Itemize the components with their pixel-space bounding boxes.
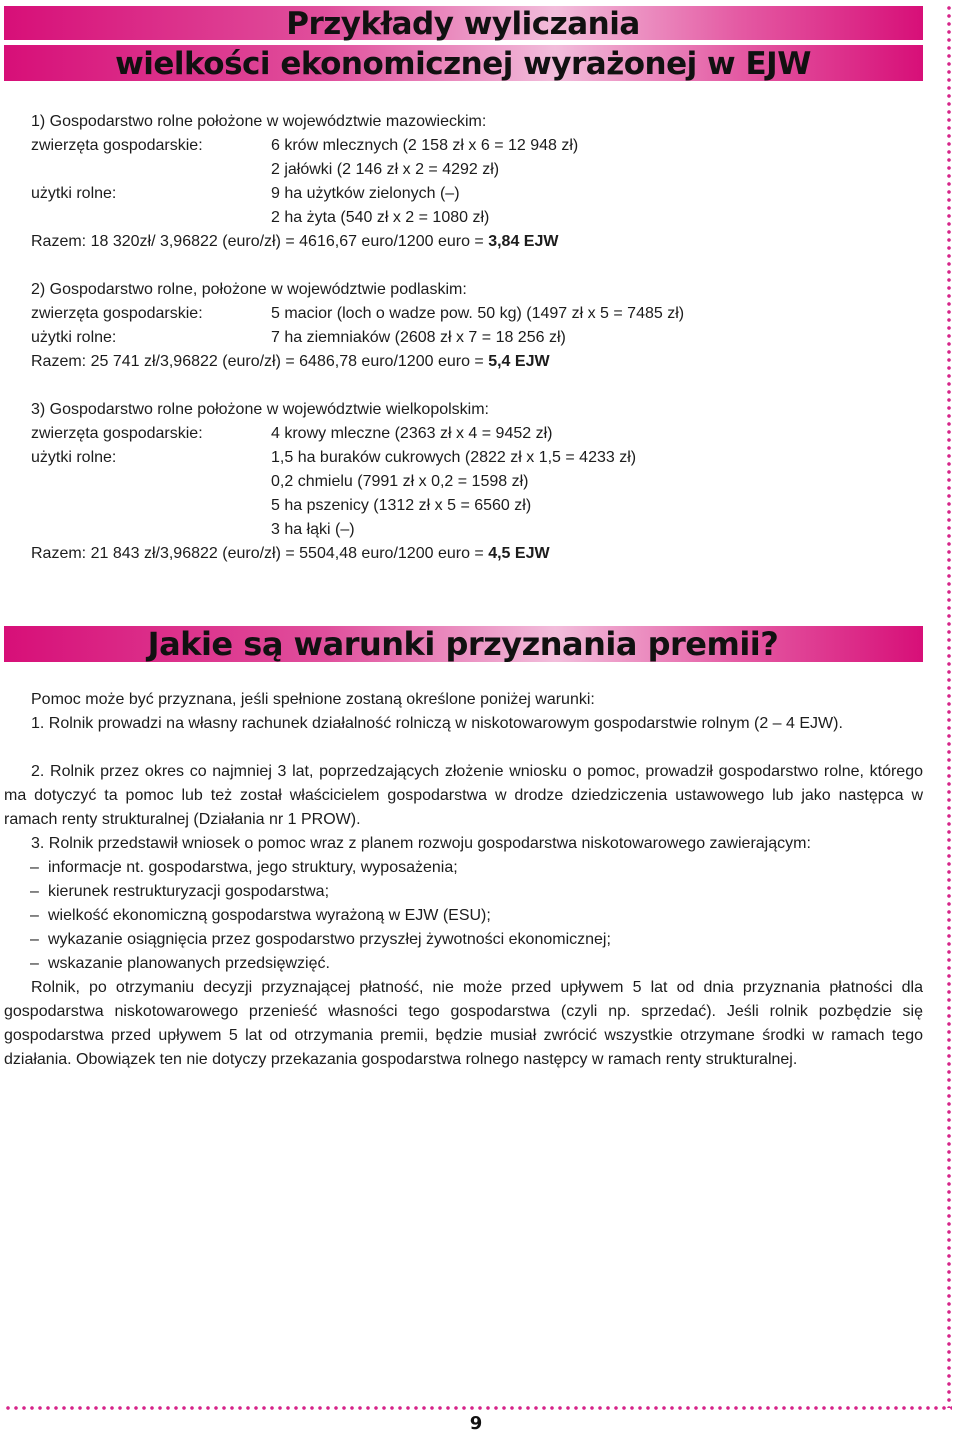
example-1-value: 9 ha użytków zielonych (–) <box>271 185 460 202</box>
example-2-label: zwierzęta gospodarskie: <box>31 305 203 322</box>
example-1-total-result: 3,84 EJW <box>488 233 559 250</box>
example-1-heading: 1) Gospodarstwo rolne położone w województwie mazowieckim: <box>31 113 487 130</box>
example-3-label: użytki rolne: <box>31 449 117 466</box>
list-item-text: wielkość ekonomiczną gospodarstwa wyrażoną w EJW (ESU); <box>48 907 491 924</box>
list-item-text: wskazanie planowanych przedsięwzięć. <box>48 955 330 972</box>
example-2-value: 7 ha ziemniaków (2608 zł x 7 = 18 256 zł) <box>271 329 566 346</box>
decorative-dotted-border-bottom <box>4 1405 952 1411</box>
dash-bullet: – <box>30 883 39 900</box>
list-item-text: wykazanie osiągnięcia przez gospodarstwo przyszłej żywotności ekonomicznej; <box>48 931 611 948</box>
example-3-value: 3 ha łąki (–) <box>271 521 355 538</box>
list-item <box>30 904 491 928</box>
example-3-total <box>31 542 550 566</box>
list-item <box>30 856 458 880</box>
example-1-label: zwierzęta gospodarskie: <box>31 137 203 154</box>
condition-2: 2. Rolnik przez okres co najmniej 3 lat, poprzedzających złożenie wniosku o pomoc, prowadził gospodarstwo rolne, którego ma dotyczyć ta pomoc lub też został właścicielem gospodarstwa w drodze dziedziczenia ustawowego lub jako następca w ramach renty strukturalnej (Działania nr 1 PROW). <box>4 763 923 828</box>
example-2-label: użytki rolne: <box>31 329 117 346</box>
example-1-total <box>31 230 558 254</box>
example-1-value: 2 jałówki (2 146 zł x 2 = 4292 zł) <box>271 161 500 178</box>
list-item-text: informacje nt. gospodarstwa, jego struktury, wyposażenia; <box>48 859 458 876</box>
page-title-line1: Przykłady wyliczania <box>286 6 640 42</box>
example-3-value: 4 krowy mleczne (2363 zł x 4 = 9452 zł) <box>271 425 553 442</box>
example-3-label: zwierzęta gospodarskie: <box>31 425 203 442</box>
closing-paragraph: Rolnik, po otrzymaniu decyzji przyznającej płatność, nie może przed upływem 5 lat od dnia przyznania płatności dla gospodarstwa niskotowarowego przenieść własności tego gospodarstwa (czyli np. sprzedać). Jeśli rolnik pozbędzie się gospodarstwa przed upływem 5 lat od otrzymania premii, będzie musiał zwrócić wszystkie otrzymane środki w ramach tego działania. Obowiązek ten nie dotyczy przekazania gospodarstwa rolnego następcy w ramach renty strukturalnej. <box>4 979 923 1068</box>
example-1-label: użytki rolne: <box>31 185 117 202</box>
example-3-value: 0,2 chmielu (7991 zł x 0,2 = 1598 zł) <box>271 473 529 490</box>
example-3-heading: 3) Gospodarstwo rolne położone w województwie wielkopolskim: <box>31 401 489 418</box>
example-2-total <box>31 350 550 374</box>
condition-1: 1. Rolnik prowadzi na własny rachunek działalność rolniczą w niskotowarowym gospodarstwie rolnym (2 – 4 EJW). <box>31 715 843 732</box>
example-1-total-formula: Razem: 18 320zł/ 3,96822 (euro/zł) = 4616,67 euro/1200 euro = <box>31 233 489 250</box>
list-item <box>30 952 330 976</box>
example-1-value: 2 ha żyta (540 zł x 2 = 1080 zł) <box>271 209 490 226</box>
example-2-heading: 2) Gospodarstwo rolne, położone w województwie podlaskim: <box>31 281 467 298</box>
section-title: Jakie są warunki przyznania premii? <box>147 625 779 663</box>
dash-bullet: – <box>30 931 39 948</box>
example-3-value: 1,5 ha buraków cukrowych (2822 zł x 1,5 = 4233 zł) <box>271 449 637 466</box>
dash-bullet: – <box>30 955 39 972</box>
example-2-total-result: 5,4 EJW <box>488 353 550 370</box>
dash-bullet: – <box>30 907 39 924</box>
example-3-total-result: 4,5 EJW <box>488 545 550 562</box>
example-2-total-formula: Razem: 25 741 zł/3,96822 (euro/zł) = 6486,78 euro/1200 euro = <box>31 353 489 370</box>
dash-bullet: – <box>30 859 39 876</box>
page-number: 9 <box>469 1413 483 1434</box>
list-item <box>30 928 611 952</box>
list-item-text: kierunek restrukturyzacji gospodarstwa; <box>48 883 330 900</box>
decorative-dotted-border-right <box>946 4 952 1408</box>
example-3-value: 5 ha pszenicy (1312 zł x 5 = 6560 zł) <box>271 497 532 514</box>
condition-3: 3. Rolnik przedstawił wniosek o pomoc wraz z planem rozwoju gospodarstwa niskotowarowego zawierającym: <box>31 835 811 852</box>
conditions-intro: Pomoc może być przyznana, jeśli spełnione zostaną określone poniżej warunki: <box>31 691 595 708</box>
example-3-total-formula: Razem: 21 843 zł/3,96822 (euro/zł) = 5504,48 euro/1200 euro = <box>31 545 489 562</box>
list-item <box>30 880 329 904</box>
page-title-line2: wielkości ekonomicznej wyrażonej w EJW <box>115 46 811 82</box>
example-1-value: 6 krów mlecznych (2 158 zł x 6 = 12 948 zł) <box>271 137 579 154</box>
example-2-value: 5 macior (loch o wadze pow. 50 kg) (1497 zł x 5 = 7485 zł) <box>271 305 685 322</box>
